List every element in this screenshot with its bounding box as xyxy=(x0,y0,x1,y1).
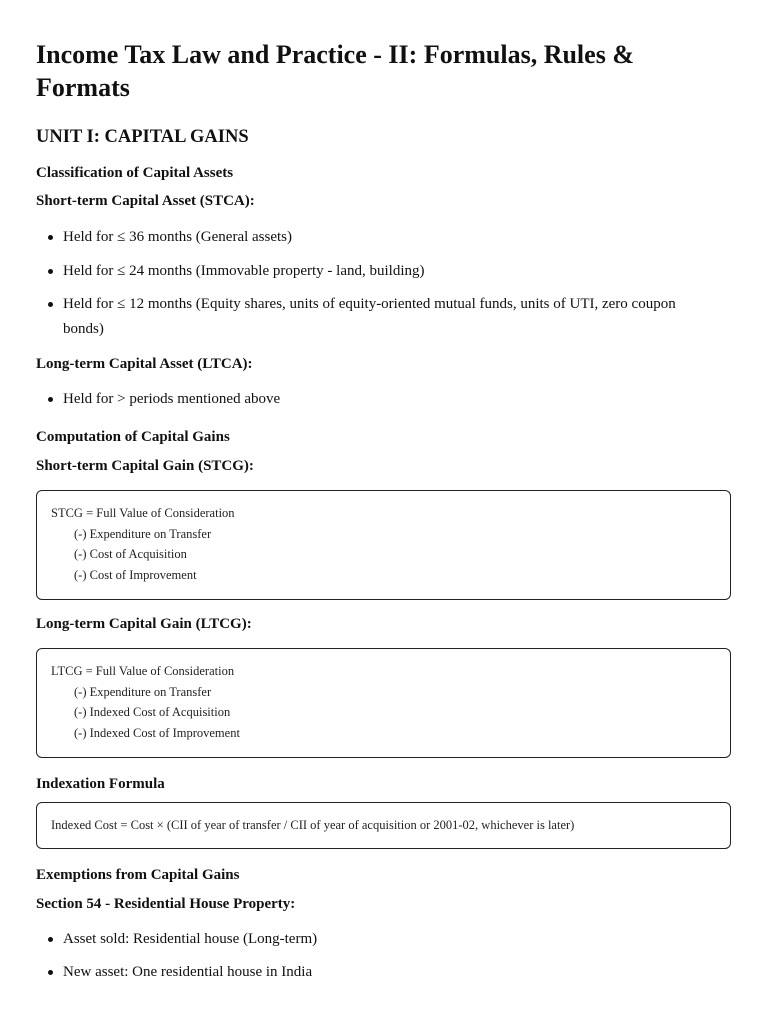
list-item: Held for ≤ 36 months (General assets) xyxy=(36,225,716,250)
formula-line: (-) Expenditure on Transfer xyxy=(74,684,212,699)
stcg-heading: Short-term Capital Gain (STCG): xyxy=(36,458,254,474)
formula-line: LTCG = Full Value of Consideration xyxy=(51,664,235,678)
list-item: Held for ≤ 24 months (Immovable property - land, building) xyxy=(36,259,716,284)
stcg-formula-box xyxy=(36,490,731,600)
list-item: New asset: One residential house in India xyxy=(36,960,716,985)
stca-list xyxy=(36,225,716,342)
formula-line: Indexed Cost = Cost × (CII of year of transfer / CII of year of acquisition or 2001-02, whichever is later) xyxy=(51,818,575,832)
formula-line: (-) Cost of Improvement xyxy=(74,568,197,583)
ltcg-formula-box xyxy=(36,648,731,758)
section-54-heading: Section 54 - Residential House Property: xyxy=(36,896,296,912)
formula-line: (-) Indexed Cost of Acquisition xyxy=(74,705,231,720)
formula-line: (-) Cost of Acquisition xyxy=(74,547,187,562)
list-item: Held for > periods mentioned above xyxy=(36,387,716,412)
ltca-list xyxy=(36,387,716,412)
ltcg-heading: Long-term Capital Gain (LTCG): xyxy=(36,616,252,632)
formula-line: STCG = Full Value of Consideration xyxy=(51,506,235,520)
computation-heading: Computation of Capital Gains xyxy=(36,429,230,445)
unit-heading: UNIT I: CAPITAL GAINS xyxy=(36,127,249,147)
page-title: Income Tax Law and Practice - II: Formulas, Rules & Formats xyxy=(36,40,634,102)
section-54-list xyxy=(36,927,716,985)
exemptions-heading: Exemptions from Capital Gains xyxy=(36,867,240,883)
formula-line: (-) Indexed Cost of Improvement xyxy=(74,726,240,741)
classification-heading: Classification of Capital Assets xyxy=(36,165,234,181)
indexation-heading: Indexation Formula xyxy=(36,776,165,792)
ltca-heading: Long-term Capital Asset (LTCA): xyxy=(36,356,253,372)
list-item: Asset sold: Residential house (Long-term) xyxy=(36,927,716,952)
list-item: Held for ≤ 12 months (Equity shares, units of equity-oriented mutual funds, units of UTI, zero coupon bonds) xyxy=(36,292,716,342)
stca-heading: Short-term Capital Asset (STCA): xyxy=(36,193,255,209)
formula-line: (-) Expenditure on Transfer xyxy=(74,526,212,541)
indexation-formula-box xyxy=(36,802,731,849)
